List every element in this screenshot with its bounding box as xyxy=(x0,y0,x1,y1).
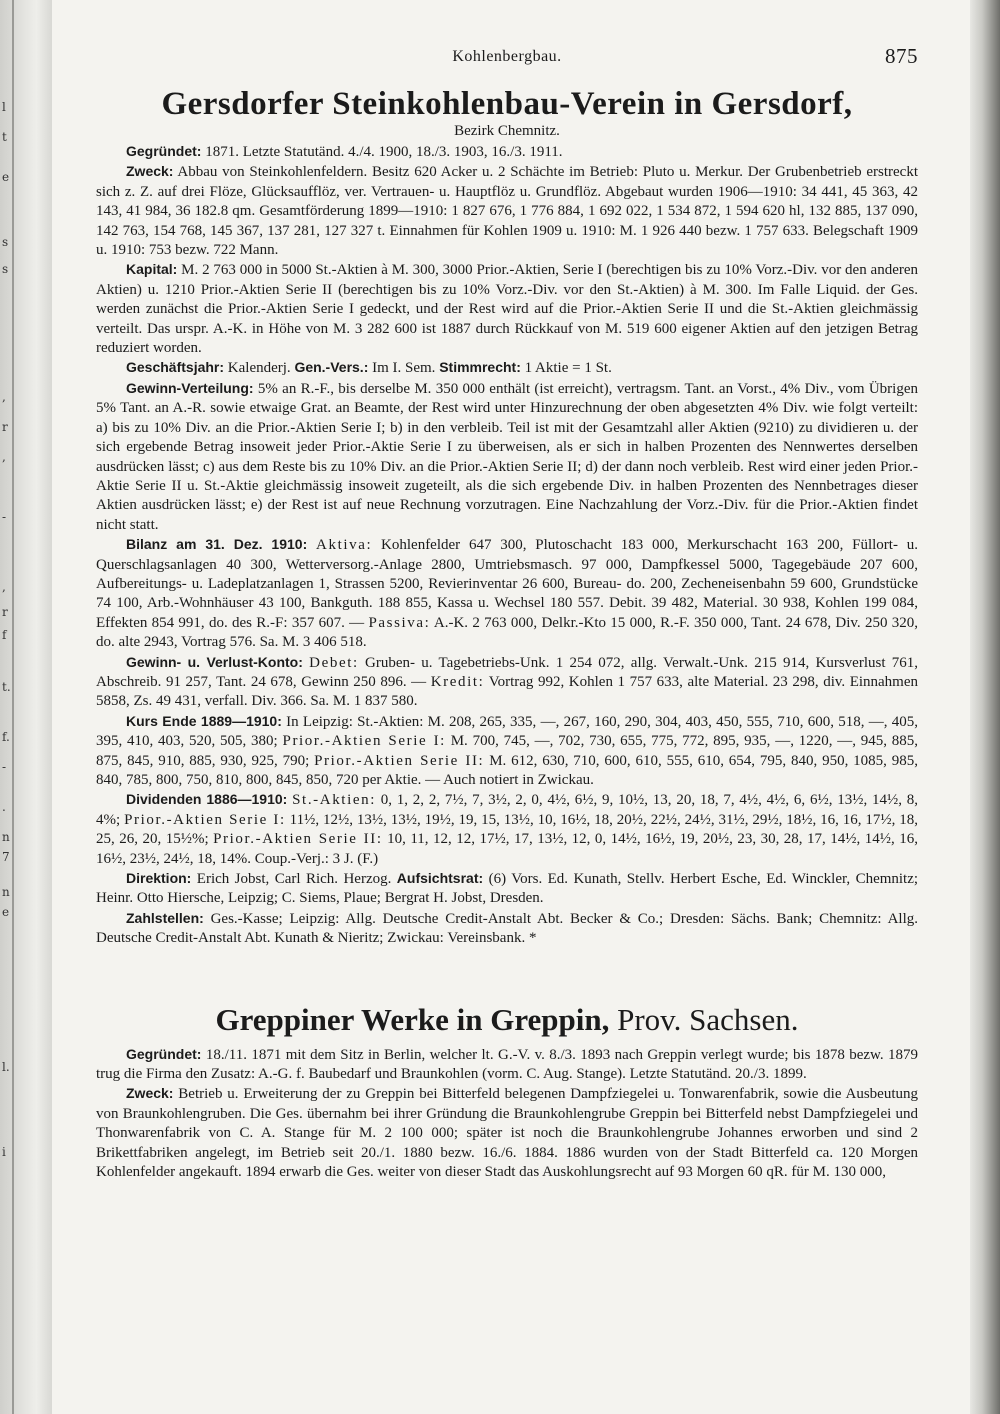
subsection-prior-serie-2: Prior.-Aktien Serie II: xyxy=(314,752,485,769)
book-page xyxy=(52,0,970,1414)
section-kapital xyxy=(96,260,918,358)
margin-fragment: - xyxy=(2,760,7,774)
margin-fragment: t xyxy=(2,130,7,144)
section-text: Betrieb u. Erweiterung der zu Greppin bei Bitterfeld belegenen Dampfziegelei u. Tonwarenfabrik, sowie die Ausbeutung von Braunkohlengruben. Die Ges. übernahm bei ihrer Gründung die Braunkohlengrube Greppin bei Bitterfeld nebst Dampfziegelei und Thonwarenfabrik von C. A. Stange für M. 2 100 000; später ist noch die Braunkohlengrube Johannes erworben und sind 2 Brikettfabriken angelegt, im Betrieb seit 20./1. 1880 bezw. 16./6. 1884. 1886 wurden von der Stadt Bitterfeld ca. 120 Morgen Kohlenfelder angekauft. 1894 erwarb die Ges. weiter von dieser Stadt das Auskohlungsrecht auf 93 Morgen 60 qR. für M. 130 000, xyxy=(96,1086,918,1181)
margin-fragment: e xyxy=(2,905,10,919)
scan-right-edge xyxy=(970,0,1000,1414)
subsection-kredit: Kredit: xyxy=(430,673,485,690)
section-text: 18./11. 1871 mit dem Sitz in Berlin, welcher lt. G.-V. v. 8./3. 1893 nach Greppin verlegt wurde; bis 1878 bezw. 1879 trug die Firma den Zusatz: A.-G. f. Baubedarf und Braunkohlen (vorm. C. Aug. Stange). Letzte Statutänd. 20./3. 1899. xyxy=(96,1046,919,1083)
section-text: Erich Jobst, Carl Rich. Herzog. xyxy=(196,871,392,888)
margin-fragment: f xyxy=(2,628,7,642)
section-text: M. 2 763 000 in 5000 St.-Aktien à M. 300, 3000 Prior.-Aktien, Serie I (berechtigen bis zu 10% Vorz.-Div. vor den anderen Aktien) u. 1210 Prior.-Aktien Serie II (berechtigen bis zu 10% Vorz.-Div. vor den St.-Aktien) à M. 300. Im Falle Liquid. der Ges. werden zunächst die Prior.-Aktien Serie I gedeckt, und der Rest wird auf die Prior.-Aktien Serie II und die St.-Aktien gleichmässig verteilt. Das urspr. A.-K. in Höhe von M. 3 282 600 ist 1887 durch Rückkauf von M. 519 600 eigener Aktien auf den jetzigen Betrag reduziert worden. xyxy=(96,262,918,357)
company-entry-greppiner xyxy=(96,1003,918,1183)
section-text-prior-1: M. 700, 745, —, 702, 730, 655, 775, 772, 895, 935, —, 1220, —, 945, 885, 875, 845, 910, 885, 930, 925, 790; xyxy=(96,733,918,769)
running-head-title: Kohlenbergbau. xyxy=(452,48,562,65)
margin-fragment: t. xyxy=(2,680,11,694)
section-text: 1871. Letzte Statutänd. 4./4. 1900, 18./3. 1903, 16./3. 1911. xyxy=(205,144,563,160)
section-text: Gruben- u. Tagebetriebs-Unk. 1 254 072, allg. Verwalt.-Unk. 215 914, Kursverlust 761, Abschreib. 91 257, Tant. 24 678, Gewinn 250 896. — xyxy=(96,654,919,690)
section-label: Kapital: xyxy=(126,261,178,278)
section-text-prior-2: M. 612, 630, 710, 600, 610, 555, 610, 654, 795, 840, 950, 1085, 985, 840, 785, 800, 750, 810, 800, 845, 850, 720 per Aktie. — Auch notiert in Zwickau. xyxy=(96,752,919,788)
section-label: Dividenden 1886—1910: xyxy=(126,791,288,808)
company-district: Bezirk Chemnitz. xyxy=(454,123,560,139)
section-text: Kohlenfelder 647 300, Plutoschacht 183 000, Merkurschacht 163 200, Füllort- u. Querschlagsanlagen 40 300, Wetterversorg.-Anlage 2800, Umtriebsmasch. 97 000, Dampfkessel 5000, Tagegebäude 207 600, Aufbereitungs- u. Ladeplatzanlagen 1, Strassen 5200, Revierinventar 26 600, Bureau- do. 200, Zecheneisenbahn 59 600, Grundstücke 74 100, Arb.-Wohnhäuser 43 100, Bankguth. 188 855, Kassa u. Wechsel 180 557. Debit. 39 482, Material. 30 938, Kohlen 199 084, Effekten 854 991, do. des R.-F: 357 607. — xyxy=(96,537,919,631)
company-region: Prov. Sachsen. xyxy=(617,1001,799,1037)
margin-fragment: 7 xyxy=(2,850,10,864)
subsection-prior-serie-1: Prior.-Aktien Serie I: xyxy=(124,811,286,828)
subsection-debet: Debet: xyxy=(309,654,359,671)
section-text: Abbau von Steinkohlenfeldern. Besitz 620 Acker u. 2 Schächte im Betrieb: Pluto u. Merkur. Der Grubenbetrieb erstreckt sich z. Z. auf drei Flöze, Glücksaufflöz, ver. Vertrauen- u. Hauptflöz u. Grundflöz. Abgebaut wurden 1906—1910: 34 441, 45 363, 42 143, 41 984, 36 182.8 qm. Gesamtförderung 1899—1910: 1 827 676, 1 776 884, 1 692 022, 1 534 872, 1 594 620 hl, 132 885, 137 090, 142 763, 154 768, 145 367, 137 281, 127 327 t. Einnahmen für Kohlen 1909 u. 1910: M. 1 926 440 bezw. 1 757 633. Belegschaft 1909 u. 1910: 753 bezw. 722 Mann. xyxy=(96,164,918,259)
scan-left-margin xyxy=(0,0,52,1414)
section-gewinn-verlust xyxy=(96,653,918,712)
margin-fragment: , xyxy=(2,450,6,464)
section-text-gen-vers: Im I. Sem. xyxy=(372,360,436,377)
margin-fragment: s xyxy=(2,262,9,276)
section-gewinn-verteilung xyxy=(96,379,918,535)
margin-fragment: r xyxy=(2,605,8,619)
company-name: Greppiner Werke in Greppin, xyxy=(215,1001,610,1037)
section-label-gen-vers: Gen.-Vers.: xyxy=(294,359,369,376)
company-entry-gersdorfer xyxy=(96,86,918,949)
section-text: Ges.-Kasse; Leipzig: Allg. Deutsche Credit-Anstalt Abt. Becker & Co.; Dresden: Sächs. Bank; Chemnitz: Allg. Deutsche Credit-Anstalt Abt. Kunath & Nieritz; Zwickau: Vereinsbank. * xyxy=(96,910,918,947)
subsection-st-aktien: St.-Aktien: xyxy=(292,792,376,809)
section-label: Gegründet: xyxy=(126,1045,202,1062)
section-bilanz xyxy=(96,535,918,652)
section-label-aufsichtsrat: Aufsichtsrat: xyxy=(396,870,484,887)
section-label: Geschäftsjahr: xyxy=(126,359,225,376)
margin-fragment: i xyxy=(2,1145,6,1159)
margin-fragment: l. xyxy=(2,1060,10,1074)
section-text-kredit: Vortrag 992, Kohlen 1 757 633, alte Material. 23 298, div. Einnahmen 5858, Zs. 49 431, verfall. Div. 366. Sa. M. 1 837 580. xyxy=(96,673,919,710)
subsection-prior-serie-2: Prior.-Aktien Serie II: xyxy=(213,831,383,848)
section-label: Gegründet: xyxy=(126,143,202,159)
section-label: Kurs Ende 1889—1910: xyxy=(126,712,282,729)
section-text-prior-2: 10, 11, 12, 12, 17½, 17, 13½, 12, 0, 14½, 16½, 19, 20½, 23, 30, 28, 17, 14½, 14½, 16, 16½, 23½, 24½, 18, 14%. Coup.-Verj.: 3 J. (F.) xyxy=(96,831,918,867)
section-label: Gewinn- u. Verlust-Konto: xyxy=(126,653,303,670)
section-text: 0, 1, 2, 2, 7½, 7, 3½, 2, 0, 4½, 6½, 9, 10½, 13, 20, 18, 7, 4½, 4½, 6, 6½, 13½, 14½, 8, 4%; xyxy=(96,792,919,828)
section-label: Direktion: xyxy=(126,870,192,887)
subsection-aktiva: Aktiva: xyxy=(316,537,373,554)
section-label-stimmrecht: Stimmrecht: xyxy=(439,359,521,376)
facing-page-edge xyxy=(12,0,14,1414)
margin-fragment: s xyxy=(2,235,9,249)
section-text-passiva: A.-K. 2 763 000, Delkr.-Kto 15 000, R.-F. 350 000, Tant. 24 678, Div. 250 320, do. alte 2943, Vortrag 576. Sa. M. 3 406 518. xyxy=(96,614,918,651)
margin-fragment: - xyxy=(2,510,7,524)
subsection-prior-serie-1: Prior.-Aktien Serie I: xyxy=(282,733,446,750)
section-label: Gewinn-Verteilung: xyxy=(126,379,254,396)
margin-fragment: , xyxy=(2,390,6,404)
subsection-passiva: Passiva: xyxy=(368,614,431,631)
margin-fragment: . xyxy=(2,800,6,814)
section-label: Zahlstellen: xyxy=(126,909,204,926)
margin-fragment: n xyxy=(2,830,10,844)
section-direktion xyxy=(96,869,918,909)
company-title xyxy=(96,1003,918,1037)
section-label: Zweck: xyxy=(126,163,174,180)
section-dividenden xyxy=(96,790,918,869)
margin-fragment: r xyxy=(2,420,8,434)
margin-fragment: e xyxy=(2,170,10,184)
margin-fragment: n xyxy=(2,885,10,899)
page-content xyxy=(96,40,918,1183)
section-text-stimmrecht: 1 Aktie = 1 St. xyxy=(524,360,612,377)
section-zweck xyxy=(96,1084,918,1182)
section-text: Kalenderj. xyxy=(227,360,291,377)
section-kurs xyxy=(96,712,918,791)
section-text: In Leipzig: St.-Aktien: M. 208, 265, 335, —, 267, 160, 290, 304, 403, 450, 555, 710, 600, 518, —, 405, 395, 410, 403, 520, 505, 380; xyxy=(96,713,919,750)
section-gegruendet xyxy=(96,1045,918,1085)
margin-fragment: f. xyxy=(2,730,10,744)
section-label: Bilanz am 31. Dez. 1910: xyxy=(126,536,308,553)
margin-fragment: , xyxy=(2,580,6,594)
margin-fragment: l xyxy=(2,100,6,114)
page-number: 875 xyxy=(885,44,918,68)
section-text-aufsichtsrat: (6) Vors. Ed. Kunath, Stellv. Herbert Esche, Ed. Winckler, Chemnitz; Heinr. Otto Hiersche, Leipzig; C. Siems, Plaue; Bergrat H. Jobst, Dresden. xyxy=(96,871,919,907)
section-zahlstellen xyxy=(96,909,918,949)
section-gegruendet xyxy=(96,142,918,162)
section-geschaeftsjahr xyxy=(96,358,918,378)
section-label: Zweck: xyxy=(126,1085,174,1102)
running-head xyxy=(96,40,918,74)
company-title: Gersdorfer Steinkohlenbau-Verein in Gersdorf, xyxy=(161,86,853,122)
section-text: 5% an R.-F., bis derselbe M. 350 000 enthält (ist erreicht), vertragsm. Tant. an Vorst., 4% Div., vom Übrigen 5% Tant. an A.-R. sowie etwaige Grat. an Beamte, der Rest wird unter Hinzurechnung der oben abgesetzten 4% Div. wie folgt verteilt: a) bis zu 10% Div. an die Prior.-Aktien Serie I; b) in den verbleib. Teil ist mit der Gesamtzahl aller Aktien (9210) zu dividieren u. der sich ergebende Betrag insoweit jeder Prior.-Aktie Serie I zu überweisen, als er sich in halben Prozenten des Nennwertes derselben ausdrücken lässt; c) aus dem Reste bis zu 10% Div. an die Prior.-Aktien Serie II; d) der dann noch verbleib. Rest wird einer jeden Prior.-Aktie Serie II u. St.-Aktie gleichmässig insoweit zugeteilt, als die sich ergebende Div. in halben Prozenten des Nennbetrages dieser Aktien ausdrücken lässt; e) der Rest ist auf neue Rechnung vorzutragen. Eine Nachzahlung der Vorz.-Div. für die Prior.-Aktien findet nicht statt. xyxy=(96,380,918,533)
section-zweck xyxy=(96,162,918,260)
section-text-prior-1: 11½, 12½, 13½, 13½, 19½, 19, 15, 13½, 10, 16½, 18, 20½, 22½, 24½, 31½, 29½, 18½, 16, 16, 17½, 18, 25, 26, 20, 15½%; xyxy=(96,811,919,848)
